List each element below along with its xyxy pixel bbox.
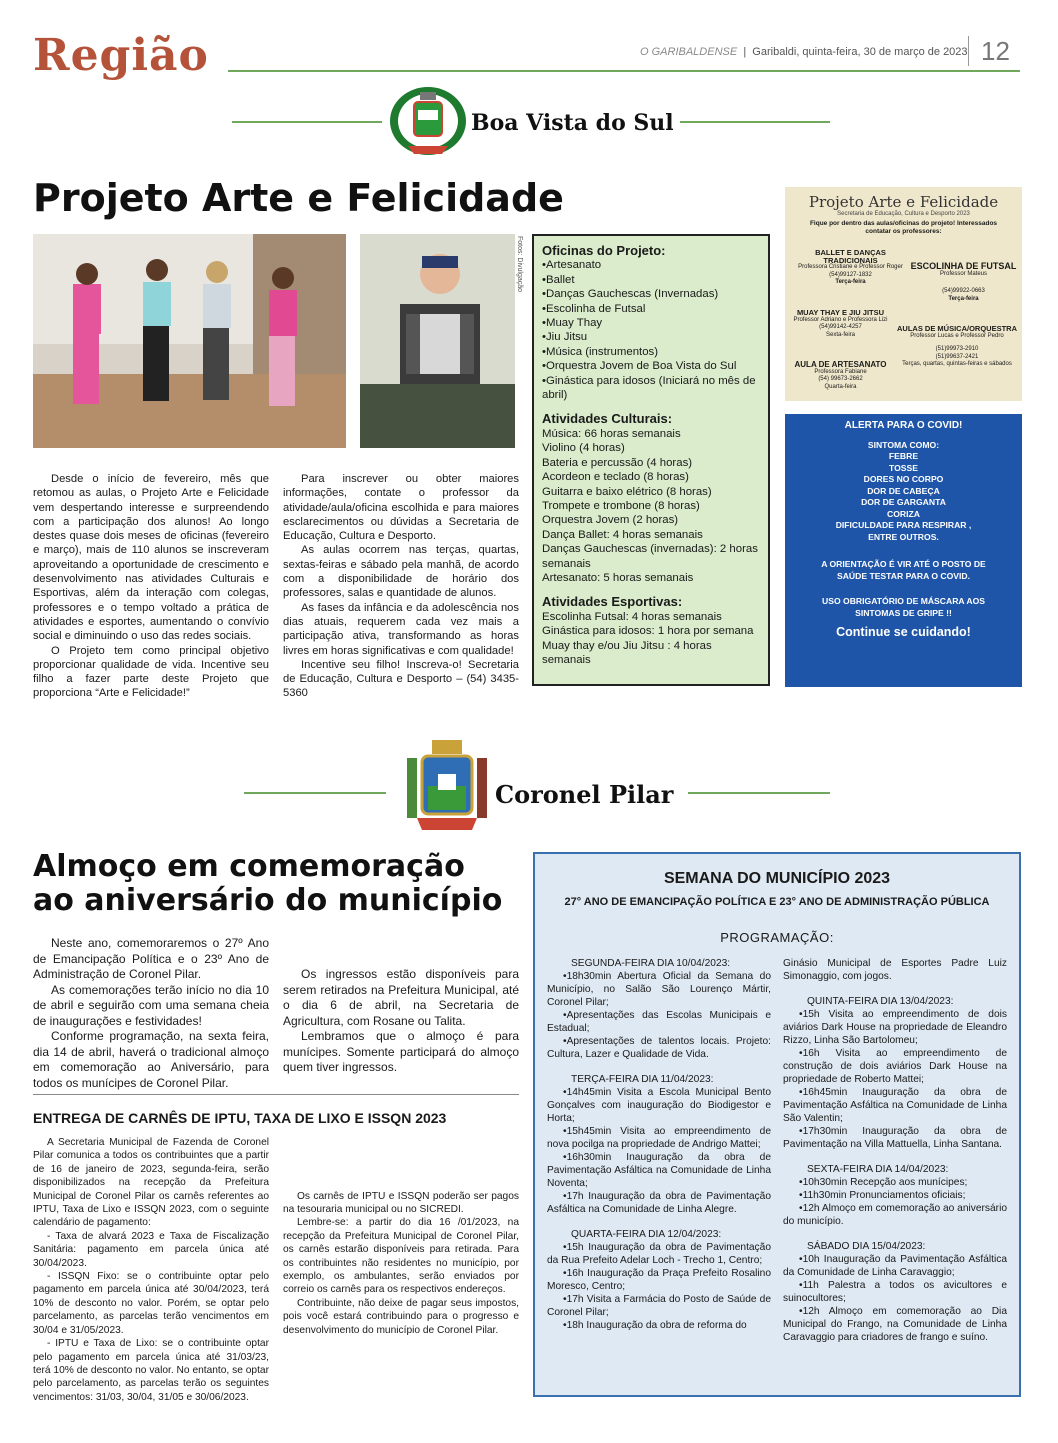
schedule-item: •15h Inauguração da obra de Pavimentação da Rua Prefeito Adelar Loch - Trecho 1, Centro; xyxy=(547,1242,771,1266)
schedule-item: •11h30min Pronunciamentos oficiais; xyxy=(799,1190,966,1201)
covid-symptom: DORES NO CORPO xyxy=(863,474,944,484)
paragraph: O Projeto tem como principal objetivo proporcionar qualidade de vida. Incentive seu filho a fazer parte deste Projeto que proporciona “Arte e Felicidade!” xyxy=(33,644,269,700)
covid-mask: USO OBRIGATÓRIO DE MÁSCARA AOS SINTOMAS DE GRIPE !! xyxy=(822,596,985,618)
headline: Projeto Arte e Felicidade xyxy=(33,176,564,220)
list-item: Escolinha Futsal: 4 horas semanais xyxy=(542,610,722,623)
schedule-item: •11h Palestra a todos os avicultores e suinocultores; xyxy=(783,1280,1007,1304)
headline: Almoço em comemoração ao aniversário do município xyxy=(33,849,503,918)
schedule-day: SEXTA-FEIRA DIA 14/04/2023: xyxy=(807,1164,949,1175)
photo-dancers xyxy=(33,234,346,448)
list-item: Violino (4 horas) xyxy=(542,442,625,455)
list-item: •Artesanato xyxy=(542,259,602,272)
schedule-item: •16h30min Inauguração da obra de Pavimentação Asfáltica na Comunidade de Linha Noventa; xyxy=(547,1152,771,1189)
poster-subtitle: Secretaria de Educação, Cultura e Desporto 2023 xyxy=(837,211,970,217)
paragraph: Lembramos que o almoço é para munícipes. Somente participará do almoço quem tiver ingressos. xyxy=(283,1029,519,1074)
poster-ballet-day: Terça-feira xyxy=(835,279,866,285)
paragraph: Conforme programação, na sexta feira, dia 14 de abril, haverá o tradicional almoço em comemoração ao Aniversário, para todos os munícipes de Coronel Pilar. xyxy=(33,1029,269,1090)
list-item: Trompete e trombone (8 horas) xyxy=(542,499,700,512)
schedule-item: •14h45min Visita a Escola Municipal Bento Gonçalves com inauguração do Biodigestor e Horta; xyxy=(547,1087,771,1124)
poster-futsal-day: Terça-feira xyxy=(948,295,979,302)
boa-vista-crest-icon xyxy=(388,84,468,158)
paragraph: As comemorações terão início no dia 10 de abril e seguirão com uma semana cheia de inaugurações e festividades! xyxy=(33,982,269,1028)
schedule-item: •12h Almoço em comemoração ao Dia Municipal do Frango, na Comunidade de Linha Caravaggio para criadores de frango e suíno. xyxy=(783,1306,1007,1343)
poster-title: Projeto Arte e Felicidade xyxy=(808,193,999,211)
schedule-column xyxy=(783,957,1007,1344)
semana-subtitle: 27° ANO DE EMANCIPAÇÃO POLÍTICA E 23° ANO DE ADMINISTRAÇÃO PÚBLICA xyxy=(564,896,990,908)
box-heading: Atividades Culturais: xyxy=(542,411,673,427)
poster-musica-tel2: (51)99637-2421 xyxy=(935,353,979,360)
paragraph: A Secretaria Municipal de Fazenda de Coronel Pilar comunica a todos os contribuintes que a partir de 16 de janeiro de 2023, segunda-feira, serão disponibilizados na recepção da Prefeitura Municipal de Coronel Pilar os carnês referentes ao IPTU, Taxa de Lixo e ISSQN 2023, com o seguinte calendário de pagamento: xyxy=(33,1137,269,1229)
paragraph: As aulas ocorrem nas terças, quartas, sextas-feiras e sábado pela manhã, de acordo com a disponibilidade de horário dos professores, salas e quantidade de alunos. xyxy=(283,544,519,600)
schedule-item: Ginásio Municipal de Esportes Padre Luiz Simonaggio, com jogos. xyxy=(783,958,1007,982)
list-item: Guitarra e baixo elétrico (8 horas) xyxy=(542,485,712,498)
schedule-column xyxy=(547,957,771,1344)
covid-title: ALERTA PARA O COVID! xyxy=(844,420,963,431)
divider xyxy=(244,792,386,794)
list-item: •Música (instrumentos) xyxy=(542,345,659,358)
photo-credit: Fotos: Divulgação xyxy=(516,236,523,293)
list-item: Música: 66 horas semanais xyxy=(542,427,681,440)
schedule-day: QUINTA-FEIRA DIA 13/04/2023: xyxy=(807,996,954,1007)
schedule-item: •15h45min Visita ao empreendimento de nova pocilga na propriedade de Andrigo Mattei; xyxy=(547,1126,771,1150)
poster-muay-day: Sexta-feira xyxy=(825,331,855,338)
box-heading: Oficinas do Projeto: xyxy=(542,243,666,258)
paragraph: Neste ano, comemoraremos o 27º Ano de Emancipação Política e o 23º Ano de Administração de Coronel Pilar. xyxy=(33,936,269,981)
article-body-right xyxy=(283,472,519,701)
paragraph: Os carnês de IPTU e ISSQN poderão ser pagos na tesouraria municipal ou no SICREDI. xyxy=(283,1190,519,1216)
list-item: Artesanato: 5 horas semanais xyxy=(542,571,694,584)
poster-ballet-prof: Professora Cristiane e Professor Roger xyxy=(798,264,903,270)
header-rule xyxy=(228,70,1020,72)
paragraph: As fases da infância e da adolescência nos dias atuais, requerem cada vez mais a participação ativa, transformando as horas livres em horas significativas e com qualidade! xyxy=(283,601,519,657)
covid-symptom: TOSSE xyxy=(889,462,918,473)
paragraph: - ISSQN Fixo: se o contribuinte optar pelo pagamento em parcela única até 30/04/2023, terá 10% de desconto no valor. Porém, se optar pelo parcelamento, as parcelas terão vencimentos em 30/04 e 31/05/2023. xyxy=(33,1271,269,1336)
covid-poster xyxy=(785,414,1022,687)
covid-symptoms-title: SINTOMA COMO: xyxy=(867,439,940,450)
paragraph: Contribuinte, não deixe de pagar seus impostos, pois você estará contribuindo para o progresso e desenvolvimento do município de Coronel Pilar. xyxy=(283,1297,519,1336)
schedule-item: •17h30min Inauguração da obra de Pavimentação na Villa Mattuella, Linha Santana. xyxy=(783,1126,1007,1150)
poster-futsal-tel: (54)99922-0663 xyxy=(942,288,985,294)
schedule-day: SEGUNDA-FEIRA DIA 10/04/2023: xyxy=(571,958,731,969)
list-item: •Escolinha de Futsal xyxy=(542,302,646,315)
covid-symptom: DOR DE CABEÇA xyxy=(867,485,940,496)
paragraph: Para inscrever ou obter maiores informações, contate o professor da atividade/aula/oficina escolhida e para maiores esclarecimentos ou dúvidas a Secretaria de Educação, Cultura e Desporto. xyxy=(283,473,519,543)
divider xyxy=(680,121,830,123)
schedule-day: SÁBADO DIA 15/04/2023: xyxy=(807,1241,926,1252)
schedule-day: TERÇA-FEIRA DIA 11/04/2023: xyxy=(571,1074,714,1085)
poster-muay-prof: Professor Adriano e Professora Lizi xyxy=(793,316,888,323)
poster-ballet-title: BALLET E DANÇAS TRADICIONAIS xyxy=(815,248,886,265)
article-body-right xyxy=(283,936,519,1076)
coronel-pilar-crest-icon xyxy=(402,738,492,834)
iptu-body-left xyxy=(33,1136,269,1404)
list-item: Dança Ballet: 4 horas semanais xyxy=(542,528,703,541)
covid-symptom: CORIZA xyxy=(887,508,920,519)
list-item: •Danças Gauchescas (Invernadas) xyxy=(542,288,719,301)
schedule-item: •15h Visita ao empreendimento de dois aviários Dark House na propriedade de Eleandro Rizzo, Linha São Bartolomeu; xyxy=(783,1009,1007,1046)
photo-accordion-student xyxy=(360,234,515,448)
schedule-item: •17h Inauguração da obra de Pavimentação Asfáltica na Comunidade de Linha Alegre. xyxy=(547,1191,771,1215)
municipality-name: Boa Vista do Sul xyxy=(471,110,674,136)
poster-intro: Fique por dentro das aulas/oficinas do projeto! Interessados contatar os professores: xyxy=(809,220,998,235)
paragraph: Lembre-se: a partir do dia 16 /01/2023, na recepção da Prefeitura Municipal de Coronel Pilar, os carnês estarão disponíveis para retirada. Para os contribuintes não residentes no município, por exemplo, os ambulantes, serão enviados por correio os carnês para os respectivos endereços. xyxy=(283,1217,519,1296)
paragraph: - IPTU e Taxa de Lixo: se o contribuinte optar pelo pagamento em parcela única até 31/03/23, terá 10% de desconto no valor. No entanto, se optar pelo parcelamento, as parcelas terão os seguintes vencimentos: 31/03, 30/04, 31/05 e 30/06/2023. xyxy=(33,1338,269,1403)
iptu-body-right xyxy=(283,1136,519,1337)
list-item: Bateria e percussão (4 horas) xyxy=(542,456,693,469)
box-heading: Atividades Esportivas: xyxy=(542,594,683,610)
publication-name: O GARIBALDENSE xyxy=(640,46,738,58)
list-item: •Orquestra Jovem de Boa Vista do Sul xyxy=(542,360,737,373)
poster-muay-tel: (54)99142-4257 xyxy=(819,324,862,330)
schedule-item: •Apresentações de talentos locais. Projeto: Cultura, Lazer e Qualidade de Vida. xyxy=(547,1036,771,1060)
paragraph: Os ingressos estão disponíveis para serem retirados na Prefeitura Municipal, até o dia 6 de abril, na Secretaria de Agricultura, com Rosane ou Talita. xyxy=(283,967,519,1028)
list-item: Muay thay e/ou Jiu Jitsu : 4 horas semanais xyxy=(542,639,712,666)
poster-arte-day: Quarta-feira xyxy=(824,383,857,390)
covid-closing: Continue se cuidando! xyxy=(836,625,971,639)
list-item: •Ginástica para idosos (Iniciará no mês de abril) xyxy=(542,374,756,402)
schedule-item: •10h30min Recepção aos munícipes; xyxy=(799,1177,968,1188)
list-item: •Ballet xyxy=(542,273,575,286)
list-item: Ginástica para idosos: 1 hora por semana xyxy=(542,625,754,638)
poster-futsal-prof: Professor Mateus xyxy=(939,270,988,277)
poster-musica-tel1: (51)99973-2910 xyxy=(935,346,979,352)
municipality-name: Coronel Pilar xyxy=(495,780,674,809)
poster-futsal-title: ESCOLINHA DE FUTSAL xyxy=(910,261,1017,271)
divider xyxy=(232,121,382,123)
schedule-item: •Apresentações das Escolas Municipais e Estadual; xyxy=(547,1010,771,1034)
page-number: 12 xyxy=(968,36,1010,66)
list-item: •Jiu Jitsu xyxy=(542,331,588,344)
poster-arte-prof: Professora Fabiane xyxy=(814,368,867,375)
poster-muay-title: MUAY THAY E JIU JITSU xyxy=(796,308,885,317)
dateline: O GARIBALDENSE | Garibaldi, quinta-feira, 30 de março de 2023 xyxy=(640,46,968,58)
activities-box xyxy=(532,234,770,686)
article-body-left xyxy=(33,472,269,701)
covid-symptom: DOR DE GARGANTA xyxy=(861,497,946,507)
poster-arte-tel: (54) 99673-2662 xyxy=(818,376,863,382)
divider xyxy=(688,792,830,794)
schedule-day: QUARTA-FEIRA DIA 12/04/2023: xyxy=(571,1229,722,1240)
project-poster xyxy=(785,187,1022,401)
covid-symptom: FEBRE xyxy=(888,451,919,461)
list-item: •Muay Thay xyxy=(542,317,603,330)
covid-symptom: ENTRE OUTROS. xyxy=(868,531,939,542)
poster-arte-title: AULA DE ARTESANATO xyxy=(794,360,887,369)
poster-musica-day: Terças, quartas, quintas-feiras e sábados xyxy=(902,361,1012,367)
divider xyxy=(33,1094,519,1095)
iptu-title: ENTREGA DE CARNÊS DE IPTU, TAXA DE LIXO E ISSQN 2023 xyxy=(33,1110,447,1126)
programacao-label: PROGRAMAÇÃO: xyxy=(720,930,834,945)
paragraph: Desde o início de fevereiro, mês que retomou as aulas, o Projeto Arte e Felicidade vem despertando interesse e surpreendendo com a participação dos alunos! Ao longo destes quase dois meses de oficinas (fevereiro e março), mais de 110 alunos se inscreveram aproveitando a oportunidade de crescimento e desenvolvimento nas atividades Culturais e Esportivas, além da interação com colegas, professores e o tempo voltado a prática de atividades e esportes, aumentando o convívio social e diminuindo o uso das redes sociais. xyxy=(33,473,269,643)
poster-musica-title: AULAS DE MÚSICA/ORQUESTRA xyxy=(896,324,1017,333)
schedule-item: •18h Inauguração da obra de reforma do xyxy=(563,1320,747,1331)
covid-orientation: A ORIENTAÇÃO É VIR ATÉ O POSTO DE SAÚDE TESTAR PARA O COVID. xyxy=(821,559,986,581)
list-item: Orquestra Jovem (2 horas) xyxy=(542,514,679,527)
date-text: Garibaldi, quinta-feira, 30 de março de 2023 xyxy=(752,46,968,58)
schedule-item: •10h Inauguração da Pavimentação Asfáltica da Comunidade de Linha Caravaggio; xyxy=(783,1254,1007,1278)
schedule-item: •16h Inauguração da Praça Prefeito Rosalino Moresco, Centro; xyxy=(547,1268,771,1292)
article-body-left xyxy=(33,936,269,1091)
paragraph: Incentive seu filho! Inscreva-o! Secretaria de Educação, Cultura e Desporto – (54) 3435-5360 xyxy=(283,658,519,700)
list-item: Acordeon e teclado (8 horas) xyxy=(542,471,689,484)
poster-ballet-tel: (54)99127-1832 xyxy=(829,271,872,278)
semana-box xyxy=(533,852,1021,1397)
list-item: Danças Gauchescas (invernadas): 2 horas semanais xyxy=(542,543,758,570)
section-title: Região xyxy=(33,30,209,81)
paragraph: - Taxa de alvará 2023 e Taxa de Fiscalização Sanitária: pagamento em parcela única até 30/04/2023. xyxy=(33,1230,269,1269)
covid-symptom: DIFICULDADE PARA RESPIRAR , xyxy=(835,520,972,530)
schedule-item: •18h30min Abertura Oficial da Semana do Município, no Salão São Lourenço Mártir, Coronel Pilar; xyxy=(547,971,771,1008)
schedule-item: •12h Almoço em comemoração ao aniversário do município. xyxy=(783,1203,1007,1227)
semana-title: SEMANA DO MUNICÍPIO 2023 xyxy=(663,870,891,887)
poster-musica-prof: Professor Lucas e Professor Pedro xyxy=(910,332,1004,339)
schedule-item: •16h45min Inauguração da obra de Pavimentação Asfáltica na Comunidade de Linha São Valentin; xyxy=(783,1087,1007,1124)
schedule-item: •17h Visita a Farmácia do Posto de Saúde de Coronel Pilar; xyxy=(547,1294,771,1318)
schedule-item: •16h Visita ao empreendimento de construção de dois aviários Dark House na propriedade de Roberto Mattei; xyxy=(783,1048,1007,1085)
